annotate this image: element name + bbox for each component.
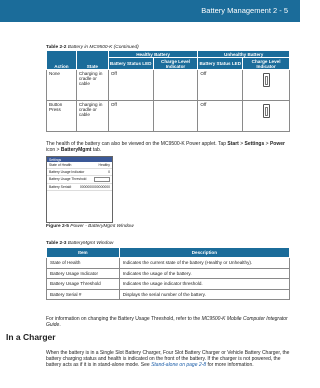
screen-row-serial bbox=[47, 184, 112, 191]
screen-row-usage bbox=[47, 169, 112, 176]
stand-alone-link[interactable]: Stand-alone on page 2-8 bbox=[151, 362, 207, 369]
table-row bbox=[47, 268, 290, 279]
row-action: Button Press bbox=[47, 101, 77, 132]
row-action: None bbox=[47, 70, 77, 101]
figure-title: Power - BatteryMgmt Window bbox=[70, 224, 134, 229]
row-description: Indicates the usage indicator threshold. bbox=[119, 279, 289, 290]
para-text: for more information. bbox=[206, 362, 254, 369]
row-item: Battery Usage Threshold bbox=[47, 279, 120, 290]
batterymgmt-screenshot bbox=[46, 156, 113, 223]
col-header-state: State bbox=[76, 51, 108, 70]
row-item: Battery Usage Indicator bbox=[47, 268, 120, 279]
charger-paragraph bbox=[46, 350, 292, 369]
screen-row-label: State of Health bbox=[49, 163, 72, 167]
screen-row-value: 0000000000000000 bbox=[79, 185, 110, 189]
group-header-unhealthy: Unhealthy Battery bbox=[198, 51, 290, 58]
guide-title: MC9500-K Mobile Computer Integrator Guide bbox=[46, 316, 288, 328]
col-header-healthy-led: Battery Status LED bbox=[108, 58, 153, 70]
para-text: . bbox=[59, 322, 61, 328]
col-header-item: Item bbox=[47, 248, 120, 258]
table-2-3-label: Table 2-3 bbox=[46, 241, 67, 246]
figure-label: Figure 2-5 bbox=[46, 224, 69, 229]
col-header-healthy-charge: Charge Level Indicator bbox=[153, 58, 198, 70]
threshold-input[interactable] bbox=[94, 177, 110, 182]
table-row bbox=[47, 70, 290, 101]
row-state: Charging in cradle or cable bbox=[76, 101, 108, 132]
col-header-unhealthy-led: Battery Status LED bbox=[198, 58, 243, 70]
row-description: Indicates the current state of the battery (Healthy or Unhealthy). bbox=[119, 258, 289, 269]
table-row bbox=[47, 289, 290, 300]
tab-batterymgmt: BatteryMgmt bbox=[60, 147, 92, 154]
screen-row-label: Battery Usage Indicator bbox=[49, 170, 85, 174]
table-2-2-title: Battery in MC9500-K (Continued) bbox=[67, 45, 139, 50]
table-2-3-title: BatteryMgmt Window bbox=[67, 241, 114, 246]
battery-led-table bbox=[46, 50, 290, 132]
row-unhealthy-charge bbox=[243, 70, 290, 101]
table-2-3-caption bbox=[46, 241, 113, 246]
table-row bbox=[47, 101, 290, 132]
separator: > bbox=[238, 141, 245, 147]
menu-settings: Settings bbox=[244, 141, 265, 147]
col-header-unhealthy-charge: Charge Level Indicator bbox=[243, 58, 290, 70]
table-row bbox=[47, 258, 290, 269]
row-description: Indicates the usage of the battery. bbox=[119, 268, 289, 279]
para-text: For information on changing the Battery Usage Threshold, refer to the bbox=[46, 316, 202, 322]
col-header-action: Action bbox=[47, 51, 77, 70]
group-header-healthy: Healthy Battery bbox=[108, 51, 198, 58]
separator: > bbox=[264, 141, 270, 147]
row-healthy-led: Off bbox=[108, 70, 153, 101]
row-healthy-charge bbox=[153, 101, 198, 132]
menu-start: Start bbox=[227, 141, 239, 147]
battery-charge-icon bbox=[263, 73, 270, 87]
battery-charge-icon bbox=[263, 104, 270, 118]
para-text: When the battery is in a Single Slot Battery Charger, Four Slot Battery Charger or Vehicle Battery Charger, the battery charging status and health is indicated on the front of the battery. If the charger is not powered, the battery acts as if it is in stand-alone mode. See bbox=[46, 350, 290, 369]
figure-caption bbox=[46, 224, 134, 229]
row-description: Displays the serial number of the battery. bbox=[119, 289, 289, 300]
integrator-guide-paragraph bbox=[46, 316, 291, 328]
screen-row-value: 0 bbox=[108, 170, 110, 174]
screen-row-health bbox=[47, 162, 112, 169]
row-state: Charging in cradle or cable bbox=[76, 70, 108, 101]
screen-title: Settings bbox=[49, 157, 62, 162]
row-item: Battery Serial # bbox=[47, 289, 120, 300]
screen-row-threshold bbox=[47, 176, 112, 184]
table-row bbox=[47, 279, 290, 290]
header-title: Battery Management 2 - 5 bbox=[201, 6, 288, 15]
batterymgmt-window-table bbox=[46, 247, 290, 300]
section-heading: In a Charger bbox=[6, 332, 56, 342]
row-unhealthy-led: Off bbox=[198, 70, 243, 101]
page-header bbox=[0, 0, 300, 22]
row-unhealthy-charge bbox=[243, 101, 290, 132]
row-unhealthy-led: Off bbox=[198, 101, 243, 132]
row-item: State of Health bbox=[47, 258, 120, 269]
row-healthy-led: Off bbox=[108, 101, 153, 132]
screen-row-label: Battery Serial# bbox=[49, 185, 72, 189]
screen-row-label: Battery Usage Threshold bbox=[49, 177, 87, 181]
para-text: The health of the battery can also be viewed on the MC9500-K Power applet. Tap bbox=[46, 141, 228, 147]
col-header-description: Description bbox=[119, 248, 289, 258]
menu-power: Power bbox=[269, 141, 285, 147]
table-2-2-label: Table 2-2 bbox=[46, 45, 67, 50]
para-text: tab. bbox=[91, 147, 102, 154]
row-healthy-charge bbox=[153, 70, 198, 101]
para-text: icon > bbox=[46, 147, 61, 154]
power-applet-paragraph bbox=[46, 141, 291, 153]
screen-row-value: Healthy bbox=[98, 163, 110, 167]
